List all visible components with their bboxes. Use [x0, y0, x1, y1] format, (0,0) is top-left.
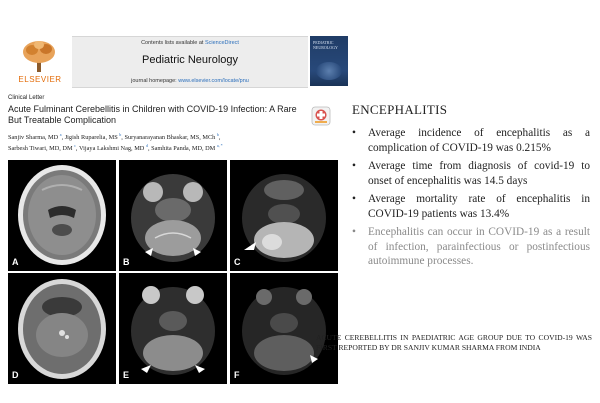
mri-late-image — [230, 273, 338, 384]
author-name: Vijaya Lakshmi Nag, MD — [78, 145, 145, 153]
journal-header-band — [72, 36, 308, 88]
bullet-icon: • — [352, 160, 356, 172]
homepage-prefix: journal homepage: — [131, 78, 177, 84]
panel-label: D — [12, 370, 19, 380]
affiliation-mark[interactable]: c — [74, 143, 76, 149]
article-title: Acute Fulminant Cerebellitis in Children with COVID-19 Infection: A Rare But Treatable Complication — [8, 104, 297, 125]
affiliation-mark[interactable]: d — [145, 143, 148, 149]
affiliation-mark[interactable]: b — [119, 132, 122, 137]
mri-t2-image — [119, 160, 227, 271]
bullet-item — [352, 192, 590, 221]
bullet-item — [352, 225, 590, 269]
panel-label: B — [123, 257, 130, 267]
article-type: Clinical Letter — [8, 95, 45, 101]
bullet-text: Average incidence of encephalitis as a complication of COVID-19 was 0.215% — [368, 127, 590, 154]
figure-panel-e — [119, 273, 227, 384]
slide-footnote: ACUTE CEREBELLITIS IN PAEDIATRIC AGE GROUP DUE TO COVID-19 WAS FIRST REPORTED BY DR SANJIV KUMAR SHARMA FROM INDIA — [316, 333, 592, 352]
bullet-icon: • — [352, 127, 356, 139]
homepage-link[interactable]: www.elsevier.com/locate/pnu — [178, 78, 249, 84]
figure-panel-d — [8, 273, 116, 384]
elsevier-tree-icon — [20, 40, 58, 74]
author-name: Suryanarayanan Bhaskar, MS, MCh — [124, 134, 216, 142]
panel-label: A — [12, 257, 19, 267]
bullet-icon: • — [352, 193, 356, 205]
author-line-1: Sanjiv Sharma, MD $^a$, Jigish Ruparelia, MS $^b$, Suryanarayanan Bhaskar, MS, MCh $^b$, — [8, 132, 221, 142]
mri-figure — [8, 160, 338, 384]
contents-prefix: Contents lists available at — [141, 40, 204, 46]
contents-line — [72, 40, 308, 46]
figure-panel-c — [230, 160, 338, 271]
journal-header — [8, 36, 308, 86]
author-name: Sanjiv Sharma, MD — [8, 134, 59, 142]
ct-scan-image — [8, 160, 116, 271]
cover-title: PEDIATRIC NEUROLOGY — [313, 40, 338, 50]
affiliation-mark[interactable]: b — [216, 132, 219, 137]
bullet-icon: • — [352, 226, 356, 238]
author-list — [8, 131, 318, 153]
mri-followup-image — [119, 273, 227, 384]
bullet-text: Average mortality rate of encephalitis in COVID-19 patients was 13.4% — [368, 193, 590, 220]
journal-cover-image — [310, 36, 348, 86]
bullet-list — [352, 126, 590, 273]
crossmark-icon[interactable] — [311, 106, 331, 126]
mri-flair-image — [230, 160, 338, 271]
elsevier-logo — [12, 40, 64, 84]
author-line-2: Sarbesh Tiwari, MD, DM $^c$, Vijaya Lakshmi Nag, MD $^d$, Samhita Panda, MD, DM $^{a, *}$ — [8, 143, 223, 153]
figure-panel-a — [8, 160, 116, 271]
bullet-item — [352, 159, 590, 188]
bullet-item — [352, 126, 590, 155]
slide-heading: ENCEPHALITIS — [352, 102, 448, 117]
author-name: Sarbesh Tiwari, MD, DM — [8, 145, 73, 153]
panel-label: E — [123, 370, 130, 380]
figure-panel-f — [230, 273, 338, 384]
bullet-text: Average time from diagnosis of covid-19 to onset of encephalitis was 14.5 days — [368, 160, 590, 187]
figure-panel-b — [119, 160, 227, 271]
bullet-text: Encephalitis can occur in COVID-19 as a result of infection, parainfectious or postinfectious autoimmune processes. — [368, 226, 590, 267]
cover-art — [316, 62, 342, 80]
author-name: Samhita Panda, MD, DM — [151, 145, 216, 153]
panel-label: F — [234, 370, 240, 380]
journal-title: Pediatric Neurology — [142, 54, 238, 66]
homepage-line — [72, 78, 308, 84]
elsevier-wordmark: ELSEVIER — [18, 75, 62, 84]
panel-label: C — [234, 257, 241, 267]
affiliation-mark[interactable]: a, * — [216, 143, 223, 149]
author-name: Jigish Ruparelia, MS — [64, 134, 118, 142]
affiliation-mark[interactable]: a — [59, 132, 62, 137]
ct-followup-image — [8, 273, 116, 384]
sciencedirect-link[interactable]: ScienceDirect — [204, 40, 239, 46]
